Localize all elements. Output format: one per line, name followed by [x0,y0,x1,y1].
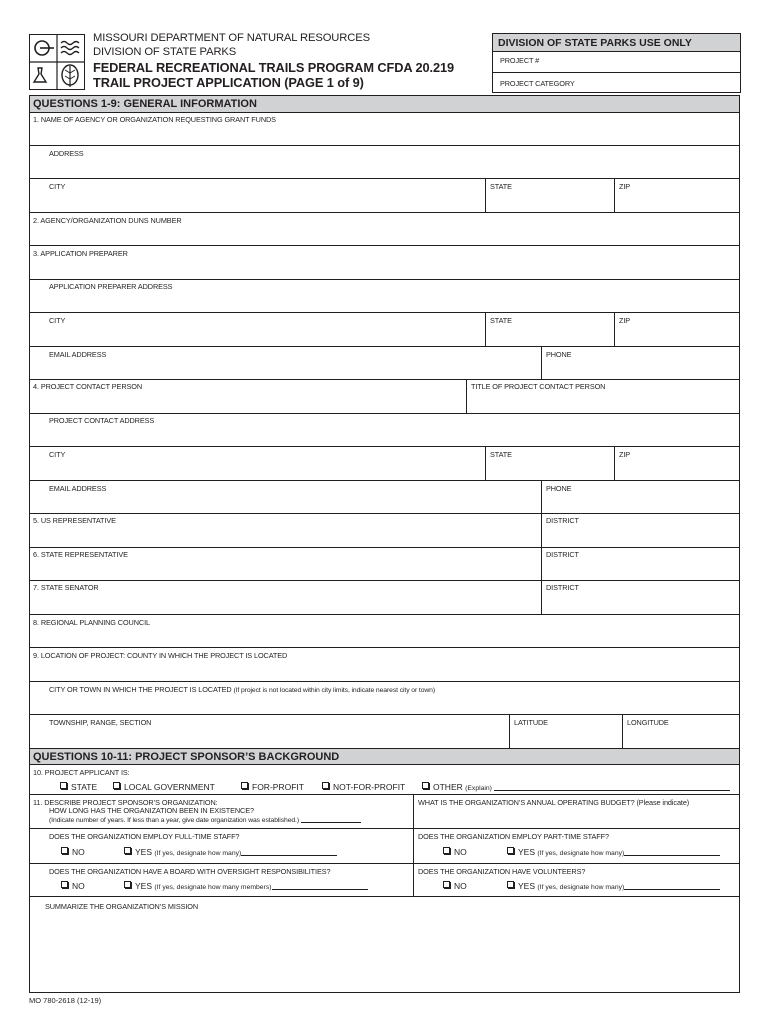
state-option-label: STATE [71,782,98,792]
preparer-label: 3. APPLICATION PREPARER [33,249,128,258]
fulltime-staff-field [30,829,413,863]
preparer-contact-row [30,347,739,380]
board-yes-label: YES [135,881,153,891]
q11-label: 11. DESCRIBE PROJECT SPONSOR’S ORGANIZATION: [33,798,218,807]
parttime-yes-checkbox[interactable] [507,847,514,854]
agency-name-label: 1. NAME OF AGENCY OR ORGANIZATION REQUESTING GRANT FUNDS [33,115,276,124]
dnr-logo-graphic [30,35,84,89]
agency-city-label: CITY [49,182,66,191]
agency-zip-label: ZIP [619,182,631,191]
preparer-email-label: EMAIL ADDRESS [49,350,107,359]
preparer-state-label: STATE [490,316,512,325]
volunteers-label: DOES THE ORGANIZATION HAVE VOLUNTEERS? [418,867,586,876]
preparer-address-field[interactable] [30,280,739,313]
volunteers-no-label: NO [454,881,467,891]
agency-city-field[interactable] [30,179,485,212]
not-for-profit-label: NOT-FOR-PROFIT [333,782,406,792]
contact-city-field[interactable] [30,447,485,480]
contact-contact-row [30,481,739,514]
preparer-city-label: CITY [49,316,66,325]
form-subtitle: TRAIL PROJECT APPLICATION (PAGE 1 of 9) [93,75,364,90]
preparer-city-field[interactable] [30,313,485,346]
budget-field[interactable] [413,795,739,828]
project-location-row [30,715,739,749]
section-general-info-title: QUESTIONS 1-9: GENERAL INFORMATION [33,98,257,110]
preparer-phone-label: PHONE [546,350,572,359]
form-number: MO 780-2618 (12-19) [29,996,102,1005]
preparer-field[interactable] [30,246,739,280]
fulltime-no-checkbox[interactable] [61,847,68,854]
parttime-staff-label: DOES THE ORGANIZATION EMPLOY PART-TIME STAFF? [418,832,609,841]
contact-person-label: 4. PROJECT CONTACT PERSON [33,382,142,391]
project-city-label [49,686,435,695]
latitude-field[interactable] [509,715,622,748]
us-rep-district-label: DISTRICT [546,516,579,525]
parttime-no-checkbox[interactable] [443,847,450,854]
other-label: OTHER [433,782,463,792]
project-number-label: PROJECT # [500,56,540,65]
parttime-yes-option[interactable] [507,847,720,858]
contact-zip-label: ZIP [619,450,631,459]
contact-person-row [30,380,739,414]
preparer-zip-field[interactable] [614,313,739,346]
other-explain-line[interactable] [494,790,730,791]
office-use-title-bar [493,34,740,52]
state-representative-row [30,548,739,581]
other-note: (Explain) [465,785,492,792]
fulltime-no-option[interactable] [61,847,85,857]
volunteers-no-option[interactable] [443,881,467,891]
local-government-checkbox[interactable] [113,782,120,789]
q11-existence-label: HOW LONG HAS THE ORGANIZATION BEEN IN EXISTENCE? [49,806,254,815]
office-use-title: DIVISION OF STATE PARKS USE ONLY [498,37,692,49]
mission-field[interactable] [30,897,739,992]
state-representative-label: 6. STATE REPRESENTATIVE [33,550,128,559]
board-row [30,864,739,897]
project-city-label-text: CITY OR TOWN IN WHICH THE PROJECT IS LOCATED [49,685,232,694]
for-profit-label: FOR-PROFIT [252,782,304,792]
project-city-note: (If project is not located within city limits, indicate nearest city or town) [233,687,436,694]
duns-number-label: 2. AGENCY/ORGANIZATION DUNS NUMBER [33,216,182,225]
preparer-zip-label: ZIP [619,316,631,325]
parttime-staff-field [413,829,739,863]
contact-phone-field[interactable] [541,481,739,513]
volunteers-yes-option[interactable] [507,881,720,892]
us-representative-row [30,514,739,548]
volunteers-no-checkbox[interactable] [443,881,450,888]
budget-label: WHAT IS THE ORGANIZATION’S ANNUAL OPERATING BUDGET? (Please indicate) [418,798,690,807]
for-profit-checkbox[interactable] [241,782,248,789]
senator-district-label: DISTRICT [546,583,579,592]
applicant-type-label: 10. PROJECT APPLICANT IS: [33,768,130,777]
township-field[interactable] [30,715,509,748]
planning-council-label: 8. REGIONAL PLANNING COUNCIL [33,618,150,627]
other-checkbox[interactable] [422,782,429,789]
agency-city-row [30,179,739,213]
agency-name-field[interactable] [30,113,739,146]
state-rep-district-label: DISTRICT [546,550,579,559]
preparer-email-field[interactable] [30,347,541,379]
agency-state-field[interactable] [485,179,614,212]
contact-city-label: CITY [49,450,66,459]
preparer-address-label: APPLICATION PREPARER ADDRESS [49,282,173,291]
preparer-city-row [30,313,739,347]
agency-zip-field[interactable] [614,179,739,212]
q11-existence-note [49,816,361,825]
us-representative-field[interactable] [30,514,541,547]
board-no-checkbox[interactable] [61,881,68,888]
contact-address-label: PROJECT CONTACT ADDRESS [49,416,155,425]
contact-title-label: TITLE OF PROJECT CONTACT PERSON [471,382,606,391]
agency-address-label: ADDRESS [49,149,84,158]
division-name: DIVISION OF STATE PARKS [93,46,237,58]
board-yes-checkbox[interactable] [124,881,131,888]
fulltime-yes-label: YES [135,847,153,857]
contact-state-field[interactable] [485,447,614,480]
state-checkbox[interactable] [60,782,67,789]
section-general-info-header [30,96,739,113]
organization-age-field[interactable] [30,795,413,828]
local-government-option[interactable] [113,782,215,792]
senator-district-field[interactable] [541,581,739,614]
state-senator-label: 7. STATE SENATOR [33,583,99,592]
project-category-field[interactable] [493,73,740,92]
fulltime-yes-option[interactable] [124,847,337,858]
fulltime-yes-checkbox[interactable] [124,847,131,854]
contact-person-field[interactable] [30,380,466,413]
agency-address-field[interactable] [30,146,739,179]
planning-council-field[interactable] [30,615,739,648]
state-option[interactable] [60,782,97,792]
project-city-field[interactable] [30,682,739,715]
board-note: (If yes, designate how many members) [154,884,272,891]
us-rep-district-field[interactable] [541,514,739,547]
preparer-state-field[interactable] [485,313,614,346]
parttime-note: (If yes, designate how many) [537,850,625,857]
applicant-type-row [30,765,739,795]
board-label: DOES THE ORGANIZATION HAVE A BOARD WITH OVERSIGHT RESPONSIBILITIES? [49,867,331,876]
contact-email-label: EMAIL ADDRESS [49,484,107,493]
parttime-no-option[interactable] [443,847,467,857]
contact-city-row [30,447,739,481]
contact-phone-label: PHONE [546,484,572,493]
volunteers-yes-checkbox[interactable] [507,881,514,888]
volunteers-field [413,864,739,896]
volunteers-count-line[interactable] [624,889,720,890]
duns-number-field[interactable] [30,213,739,246]
project-number-field[interactable] [493,52,740,73]
q11-note-text: (Indicate number of years. If less than a year, give date organization was established.) [49,817,300,824]
other-option[interactable] [422,782,730,793]
contact-title-field[interactable] [466,380,739,413]
board-no-label: NO [72,881,85,891]
fulltime-no-label: NO [72,847,85,857]
not-for-profit-checkbox[interactable] [322,782,329,789]
form-title: FEDERAL RECREATIONAL TRAILS PROGRAM CFDA 20.219 [93,60,454,75]
project-county-label: 9. LOCATION OF PROJECT: COUNTY IN WHICH THE PROJECT IS LOCATED [33,651,288,660]
contact-address-field[interactable] [30,414,739,447]
project-category-label: PROJECT CATEGORY [500,79,575,88]
township-label: TOWNSHIP, RANGE, SECTION [49,718,152,727]
fulltime-note: (If yes, designate how many) [154,850,242,857]
fulltime-staff-label: DOES THE ORGANIZATION EMPLOY FULL-TIME STAFF? [49,832,240,841]
parttime-no-label: NO [454,847,467,857]
contact-zip-field[interactable] [614,447,739,480]
latitude-label: LATITUDE [514,718,548,727]
years-line[interactable] [301,822,361,823]
longitude-label: LONGITUDE [627,718,669,727]
state-rep-district-field[interactable] [541,548,739,580]
agency-state-label: STATE [490,182,512,191]
for-profit-option[interactable] [241,782,304,792]
volunteers-yes-label: YES [518,881,536,891]
project-county-field[interactable] [30,648,739,682]
state-senator-field[interactable] [30,581,541,614]
agency-name: MISSOURI DEPARTMENT OF NATURAL RESOURCES [93,32,370,44]
board-field [30,864,413,896]
contact-state-label: STATE [490,450,512,459]
longitude-field[interactable] [622,715,739,748]
parttime-count-line[interactable] [624,855,720,856]
board-no-option[interactable] [61,881,85,891]
volunteers-note: (If yes, designate how many) [537,884,625,891]
not-for-profit-option[interactable] [322,782,405,792]
organization-age-row [30,795,739,829]
section-sponsor-title: QUESTIONS 10-11: PROJECT SPONSOR’S BACKGROUND [33,751,340,763]
fulltime-count-line[interactable] [241,855,337,856]
board-count-line[interactable] [272,889,368,890]
state-representative-field[interactable] [30,548,541,580]
board-yes-option[interactable] [124,881,368,892]
mission-label: SUMMARIZE THE ORGANIZATION’S MISSION [45,902,199,911]
section-sponsor-header [30,749,739,765]
state-senator-row [30,581,739,615]
preparer-phone-field[interactable] [541,347,739,379]
office-use-box [492,33,741,93]
dnr-logo [29,34,85,90]
us-representative-label: 5. US REPRESENTATIVE [33,516,116,525]
staff-row [30,829,739,864]
parttime-yes-label: YES [518,847,536,857]
application-form [29,95,740,993]
local-government-label: LOCAL GOVERNMENT [124,782,215,792]
contact-email-field[interactable] [30,481,541,513]
